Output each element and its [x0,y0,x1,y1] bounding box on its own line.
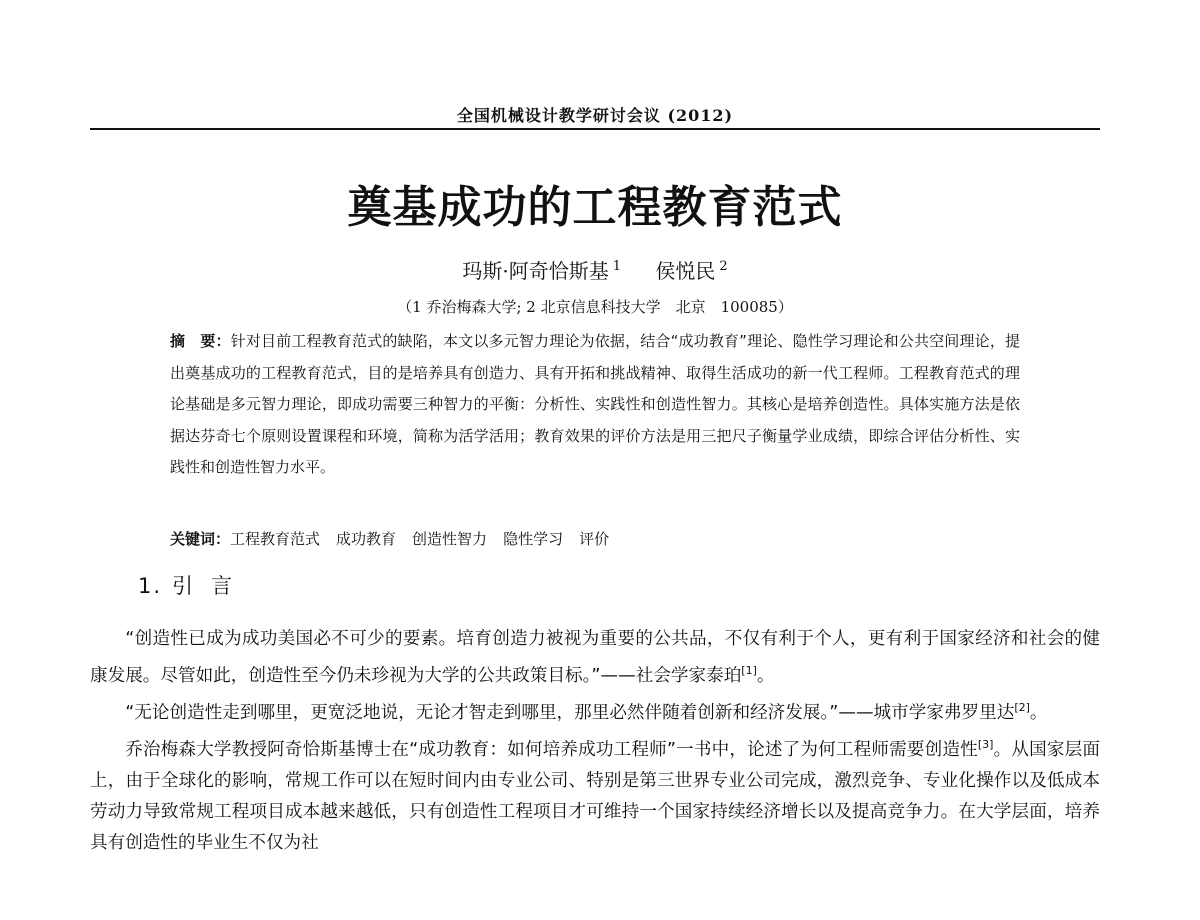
author-2-name: 侯悦民 [655,258,716,283]
paragraph-1-text: “创造性已成为成功美国必不可少的要素。培育创造力被视为重要的公共品，不仅有利于个人，更有利于国家经济和社会的健康发展。尽管如此，创造性至今仍未珍视为大学的公共政策目标。”——社会学家泰珀 [90,629,1100,686]
abstract [170,326,1020,484]
section-title: 引言 [172,574,251,598]
paragraph-2 [90,692,1100,729]
citation-3: [3] [977,738,994,751]
paragraph-3 [90,729,1100,859]
keyword-5: 评价 [579,530,610,548]
author-2 [655,259,727,283]
paragraph-3-start: 乔治梅森大学教授阿奇恰斯基博士在“成功教育：如何培养成功工程师”一书中，论述了为何工程师需要创造性 [125,739,978,760]
paragraph-1-end: 。 [756,665,775,686]
abstract-text: 针对目前工程教育范式的缺陷，本文以多元智力理论为依据，结合“成功教育”理论、隐性学习理论和公共空间理论，提出奠基成功的工程教育范式，目的是培养具有创造力、具有开拓和挑战精神、取得生活成功的新一代工程师。工程教育范式的理论基础是多元智力理论，即成功需要三种智力的平衡：分析性、实践性和创造性智力。其核心是培养创造性。具体实施方法是依据达芬奇七个原则设置课程和环境，简称为活学活用；教育效果的评价方法是用三把尺子衡量学业成绩，即综合评估分析性、实践性和创造性智力水平。 [170,332,1020,477]
paragraph-1 [90,624,1100,692]
keyword-1: 工程教育范式 [230,530,321,548]
body-text [90,624,1100,859]
affiliation: （1 乔治梅森大学; 2 北京信息科技大学 北京 100085） [397,298,793,316]
section-heading [138,570,250,602]
keyword-3: 创造性智力 [412,530,488,548]
author-2-mark: 2 [719,259,728,274]
abstract-label: 摘 要： [170,332,231,350]
paragraph-3-rest: 。从国家层面上，由于全球化的影响，常规工作可以在短时间内由专业公司、特别是第三世界专业公司完成，激烈竞争、专业化操作以及低成本劳动力导致常规工程项目成本越来越低，只有创造性工程项目才可维持一个国家持续经济增长以及提高竞争力。在大学层面，培养具有创造性的毕业生不仅为社 [90,739,1100,854]
keywords-label: 关键词： [170,530,231,548]
keywords [170,524,1020,554]
running-header: 全国机械设计教学研讨会议 (2012) [456,106,734,125]
author-line [90,252,1100,286]
citation-2: [2] [1014,701,1030,715]
header-rule [90,128,1100,130]
author-1-mark: 1 [612,259,621,274]
paragraph-2-end: 。 [1029,702,1048,723]
citation-1: [1] [741,664,757,678]
author-1-name: 玛斯·阿奇恰斯基 [462,258,609,283]
paper-title: 奠基成功的工程教育范式 [347,182,843,233]
section-number: 1. [138,574,163,598]
paragraph-2-text: “无论创造性走到哪里，更宽泛地说，无论才智走到哪里，那里必然伴随着创新和经济发展。”——城市学家弗罗里达 [125,702,1015,723]
author-1 [462,259,621,283]
keyword-4: 隐性学习 [503,530,564,548]
keyword-2: 成功教育 [336,530,397,548]
